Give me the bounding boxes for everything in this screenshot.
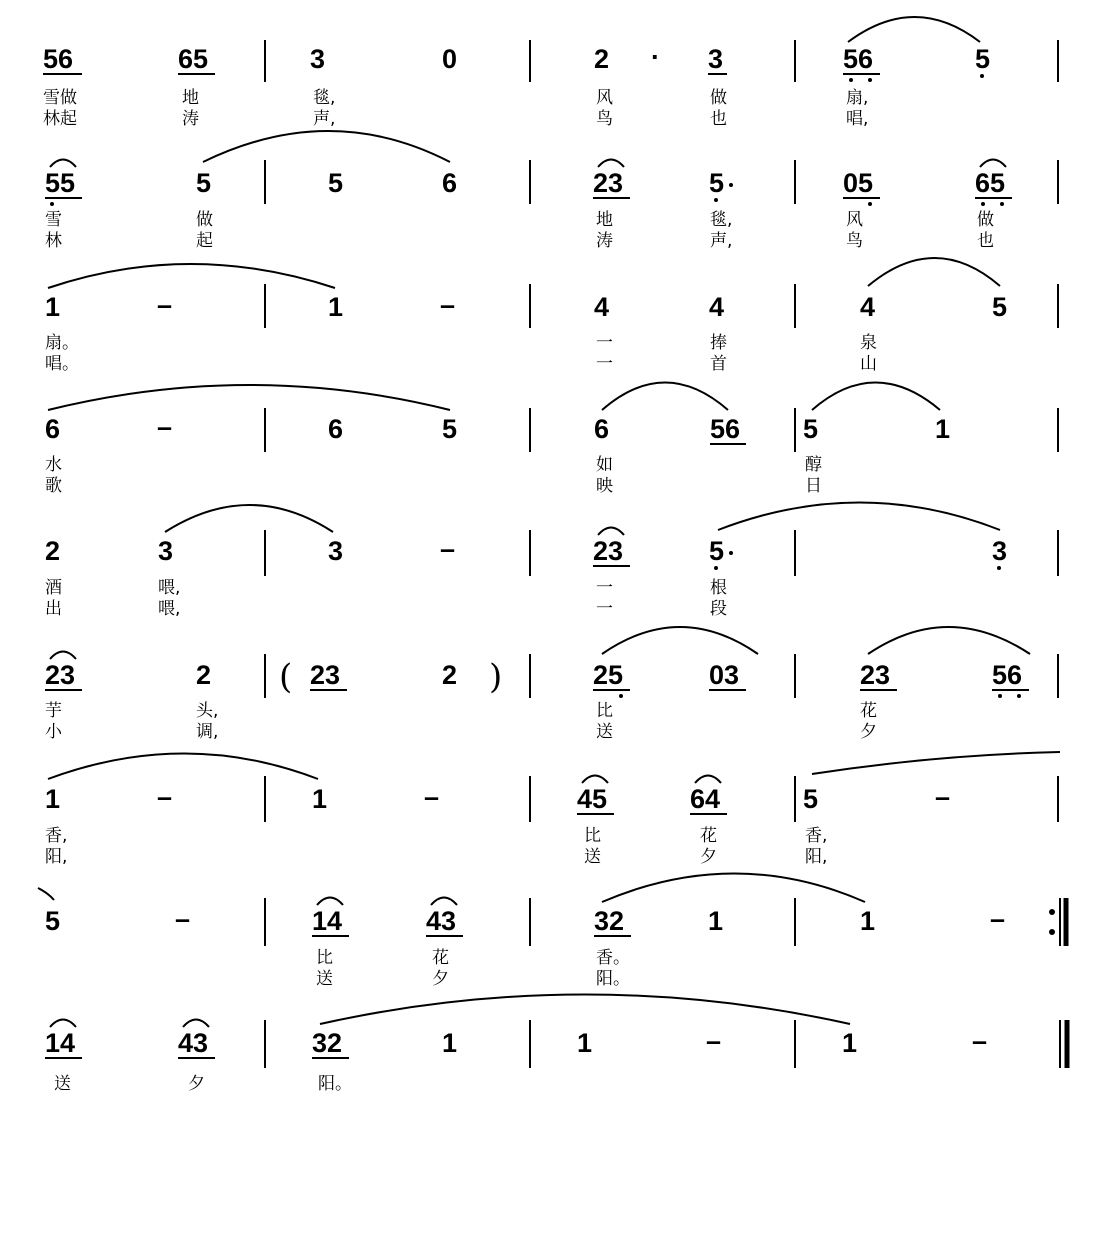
close-paren: ) bbox=[489, 657, 503, 697]
slur bbox=[848, 17, 980, 42]
slur bbox=[50, 1020, 76, 1028]
lyric: 林起 bbox=[43, 109, 77, 129]
barlines bbox=[265, 40, 1058, 82]
barlines bbox=[265, 530, 1058, 576]
lyric: 唱, bbox=[846, 109, 869, 129]
lyric: 香, bbox=[45, 826, 68, 846]
note: 2 bbox=[196, 660, 212, 690]
lyrics-verse-1 bbox=[45, 701, 877, 721]
lyric: 也 bbox=[977, 231, 994, 251]
note: 1 bbox=[45, 292, 61, 322]
note: 1 bbox=[328, 292, 344, 322]
lyrics-verse-1 bbox=[54, 1074, 352, 1094]
lyric: 声, bbox=[710, 231, 733, 251]
note: 32 bbox=[312, 1028, 343, 1058]
dash: – bbox=[424, 782, 440, 812]
note: 3 bbox=[158, 536, 174, 566]
slur bbox=[48, 385, 450, 410]
note: 6 bbox=[328, 414, 344, 444]
lyrics-verse-2 bbox=[43, 109, 868, 129]
note: 55 bbox=[45, 168, 76, 198]
slur bbox=[980, 160, 1006, 168]
lyric: 捧 bbox=[710, 333, 727, 353]
note: 6 bbox=[594, 414, 610, 444]
slur bbox=[602, 383, 728, 411]
lyric: 一 bbox=[596, 599, 613, 619]
augmentation-dot bbox=[729, 183, 733, 187]
note: 25 bbox=[593, 660, 624, 690]
note: 3 bbox=[708, 44, 724, 74]
lyric: 地 bbox=[182, 88, 199, 108]
note: 5 bbox=[975, 44, 991, 74]
lyric: 雪做 bbox=[43, 88, 77, 108]
note: 65 bbox=[178, 44, 209, 74]
lyric: 阳。 bbox=[596, 969, 630, 989]
lyrics-verse-1 bbox=[45, 577, 727, 598]
lyric: 扇。 bbox=[45, 333, 79, 353]
note: 3 bbox=[992, 536, 1008, 566]
lower-octave-dot bbox=[981, 202, 985, 206]
note: 5 bbox=[709, 168, 725, 198]
note: 23 bbox=[310, 660, 341, 690]
lyrics-verse-2 bbox=[45, 476, 822, 496]
lyric: 也 bbox=[710, 109, 727, 129]
lyric: 毯, bbox=[313, 88, 336, 108]
lyric: 段 bbox=[710, 599, 727, 619]
lower-octave-dot bbox=[997, 566, 1001, 570]
lyric: 酒 bbox=[45, 578, 62, 598]
note: 56 bbox=[710, 414, 741, 444]
lyric: 日 bbox=[805, 476, 822, 496]
lyric: 根 bbox=[710, 578, 727, 598]
lyric: 花 bbox=[432, 948, 449, 968]
dash: – bbox=[440, 534, 456, 564]
lyric: 起 bbox=[196, 231, 213, 251]
lyrics-verse-1 bbox=[45, 455, 822, 475]
score-row-4 bbox=[45, 383, 1058, 497]
slur bbox=[598, 528, 624, 536]
dash: – bbox=[935, 782, 951, 812]
lyric: 水 bbox=[45, 455, 62, 475]
note: 3 bbox=[310, 44, 326, 74]
lyric: 比 bbox=[316, 948, 333, 968]
note: 14 bbox=[45, 1028, 76, 1058]
lyric: 醇 bbox=[805, 455, 822, 475]
lyric: 泉 bbox=[860, 333, 877, 353]
note: 23 bbox=[860, 660, 891, 690]
note: 3 bbox=[328, 536, 344, 566]
lyric: 阳。 bbox=[318, 1074, 352, 1094]
score-row-3 bbox=[45, 258, 1058, 374]
lower-octave-dot bbox=[714, 198, 718, 202]
note: 1 bbox=[935, 414, 951, 444]
slur bbox=[602, 874, 865, 903]
slur bbox=[602, 627, 758, 654]
score-row-7 bbox=[45, 752, 1060, 867]
lyric: 送 bbox=[584, 847, 601, 867]
note: 14 bbox=[312, 906, 343, 936]
slur bbox=[183, 1020, 209, 1028]
lower-octave-dot bbox=[868, 78, 872, 82]
lyric: 首 bbox=[710, 354, 727, 374]
dash: – bbox=[440, 290, 456, 320]
lower-octave-dot bbox=[1000, 202, 1004, 206]
dash: – bbox=[157, 782, 173, 812]
lower-octave-dot bbox=[619, 694, 623, 698]
note: 2 bbox=[594, 44, 610, 74]
lyrics-verse-1 bbox=[316, 948, 630, 968]
slur bbox=[868, 627, 1030, 654]
open-paren: ( bbox=[279, 657, 293, 697]
note: 23 bbox=[593, 168, 624, 198]
note: 32 bbox=[594, 906, 625, 936]
slur bbox=[718, 503, 1000, 531]
note: 1 bbox=[312, 784, 328, 814]
slur bbox=[48, 264, 335, 288]
lyric: 夕 bbox=[432, 969, 449, 989]
lyric: 如 bbox=[596, 455, 613, 475]
slur bbox=[695, 776, 721, 784]
slur bbox=[812, 752, 1060, 774]
lyric: 扇, bbox=[846, 88, 869, 108]
note: 43 bbox=[178, 1028, 209, 1058]
lyric: 一 bbox=[596, 578, 613, 598]
score-row-1 bbox=[43, 17, 1058, 129]
score-row-6 bbox=[45, 627, 1058, 742]
barlines bbox=[265, 654, 1058, 698]
lyric: 地 bbox=[596, 210, 613, 230]
lyric: 声, bbox=[313, 109, 336, 129]
lyric: 涛 bbox=[596, 231, 613, 251]
note: 56 bbox=[43, 44, 74, 74]
lyrics-verse-1 bbox=[43, 88, 868, 108]
slur bbox=[38, 888, 54, 900]
note: 43 bbox=[426, 906, 457, 936]
slur bbox=[431, 898, 457, 906]
lyric: 夕 bbox=[860, 722, 877, 742]
lyrics-verse-2 bbox=[316, 969, 630, 989]
lyric: 送 bbox=[316, 969, 333, 989]
dash: – bbox=[157, 290, 173, 320]
slur bbox=[50, 160, 76, 168]
lyric: 香, bbox=[805, 826, 828, 846]
lyric: 花 bbox=[860, 701, 877, 721]
dash: – bbox=[157, 412, 173, 442]
lower-octave-dot bbox=[50, 202, 54, 206]
lyrics-verse-2 bbox=[45, 722, 877, 742]
score-row-2 bbox=[45, 131, 1058, 251]
lyric: 头, bbox=[196, 701, 219, 721]
lyric: 做 bbox=[977, 210, 994, 230]
lower-octave-dot bbox=[849, 78, 853, 82]
slur bbox=[203, 131, 450, 162]
lyric: 做 bbox=[710, 88, 727, 108]
note: 6 bbox=[45, 414, 61, 444]
lyric: 一 bbox=[596, 354, 613, 374]
note: 45 bbox=[577, 784, 608, 814]
barlines bbox=[265, 284, 1058, 328]
score-row-8 bbox=[38, 874, 1066, 990]
lyrics-verse-2 bbox=[45, 354, 877, 374]
lyric: 花 bbox=[700, 826, 717, 846]
lyric: 涛 bbox=[182, 109, 199, 129]
note: 1 bbox=[442, 1028, 458, 1058]
note: 5 bbox=[709, 536, 725, 566]
note: 5 bbox=[992, 292, 1008, 322]
slur bbox=[165, 505, 333, 532]
lyric: 雪 bbox=[45, 210, 62, 230]
lyric: 阳, bbox=[805, 847, 828, 867]
note: 4 bbox=[860, 292, 876, 322]
note: 4 bbox=[709, 292, 725, 322]
lyric: 阳, bbox=[45, 847, 68, 867]
lyrics-verse-2 bbox=[45, 599, 727, 619]
note: 0 bbox=[442, 44, 458, 74]
lyric: 送 bbox=[596, 722, 613, 742]
note: 5 bbox=[803, 414, 819, 444]
lyric: 出 bbox=[45, 599, 62, 619]
lyrics-verse-1 bbox=[45, 826, 827, 846]
score-row-9 bbox=[45, 995, 1067, 1095]
slur bbox=[48, 754, 318, 780]
note: 1 bbox=[860, 906, 876, 936]
dot-rhythm: · bbox=[651, 42, 660, 72]
lyric: 喂, bbox=[158, 578, 181, 598]
note: 2 bbox=[442, 660, 458, 690]
note: 5 bbox=[442, 414, 458, 444]
note: 1 bbox=[708, 906, 724, 936]
lyric: 比 bbox=[584, 826, 601, 846]
slur bbox=[582, 776, 608, 784]
lyric: 鸟 bbox=[596, 109, 613, 129]
lyric: 毯, bbox=[710, 210, 733, 230]
lyric: 山 bbox=[860, 354, 877, 374]
note: 1 bbox=[577, 1028, 593, 1058]
lyrics-verse-2 bbox=[45, 847, 827, 867]
note: 6 bbox=[442, 168, 458, 198]
lyric: 唱。 bbox=[45, 354, 79, 374]
lyric: 鸟 bbox=[846, 231, 863, 251]
lyric: 风 bbox=[846, 210, 863, 230]
slur bbox=[598, 160, 624, 168]
dash: – bbox=[175, 904, 191, 934]
note: 5 bbox=[196, 168, 212, 198]
lower-octave-dot bbox=[980, 74, 984, 78]
slur bbox=[320, 995, 850, 1025]
lower-octave-dot bbox=[714, 566, 718, 570]
lyric: 夕 bbox=[700, 847, 717, 867]
lyric: 喂, bbox=[158, 599, 181, 619]
note: 2 bbox=[45, 536, 61, 566]
note: 64 bbox=[690, 784, 721, 814]
dash: – bbox=[990, 904, 1006, 934]
lyric: 调, bbox=[196, 722, 219, 742]
lyric: 小 bbox=[45, 722, 62, 742]
lyric: 夕 bbox=[188, 1074, 205, 1094]
lyrics-verse-1 bbox=[45, 210, 994, 230]
slur bbox=[812, 383, 940, 411]
lyric: 做 bbox=[196, 210, 213, 230]
lyric: 香。 bbox=[596, 948, 630, 968]
note: 1 bbox=[45, 784, 61, 814]
lyric: 风 bbox=[596, 88, 613, 108]
dash: – bbox=[972, 1026, 988, 1056]
note: 65 bbox=[975, 168, 1006, 198]
note: 5 bbox=[328, 168, 344, 198]
note: 56 bbox=[843, 44, 874, 74]
final-barline bbox=[1060, 1020, 1067, 1068]
slur bbox=[317, 898, 343, 906]
lyric: 歌 bbox=[45, 476, 62, 496]
lower-octave-dot bbox=[868, 202, 872, 206]
dash: – bbox=[706, 1026, 722, 1056]
note: 56 bbox=[992, 660, 1023, 690]
augmentation-dot bbox=[729, 551, 733, 555]
lyric: 林 bbox=[45, 231, 62, 251]
lyric: 一 bbox=[596, 333, 613, 353]
note: 4 bbox=[594, 292, 610, 322]
note: 5 bbox=[45, 906, 61, 936]
slur bbox=[868, 258, 1000, 286]
lyric: 芋 bbox=[45, 701, 62, 721]
lyrics-verse-2 bbox=[45, 231, 994, 251]
lyrics-verse-1 bbox=[45, 333, 877, 353]
lower-octave-dot bbox=[998, 694, 1002, 698]
barlines bbox=[265, 160, 1058, 204]
lyric: 映 bbox=[596, 476, 613, 496]
note: 03 bbox=[709, 660, 740, 690]
score-row-5 bbox=[45, 503, 1058, 620]
lyric: 送 bbox=[54, 1074, 71, 1094]
note: 1 bbox=[842, 1028, 858, 1058]
note: 05 bbox=[843, 168, 874, 198]
note: 23 bbox=[45, 660, 76, 690]
note: 23 bbox=[593, 536, 624, 566]
lyric: 比 bbox=[596, 701, 613, 721]
note: 5 bbox=[803, 784, 819, 814]
repeat-end-barline bbox=[1049, 898, 1066, 946]
slur bbox=[50, 652, 76, 660]
lower-octave-dot bbox=[1017, 694, 1021, 698]
